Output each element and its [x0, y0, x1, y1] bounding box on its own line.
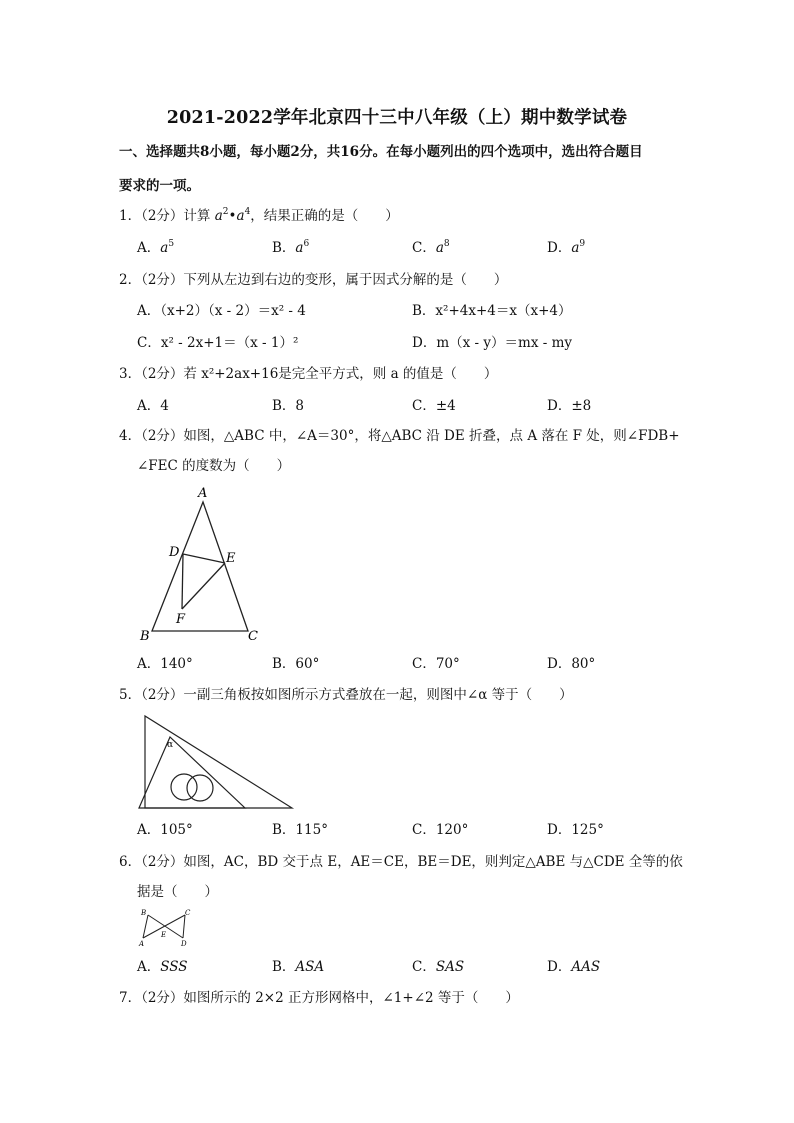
label-c: C	[248, 629, 258, 644]
question-5-option-a[interactable]: A．105°	[137, 822, 193, 838]
question-6-stem-line-2: 据是（ ）	[137, 884, 218, 900]
question-2-option-c[interactable]: C．x² - 2x+1＝（x - 1）²	[137, 335, 299, 351]
question-1-option-a[interactable]: A．$a^5$	[137, 239, 175, 256]
question-5-set-squares-figure	[135, 710, 300, 815]
question-7-stem: 7．（2分）如图所示的 2×2 正方形网格中，∠1+∠2 等于（ ）	[119, 990, 519, 1006]
label-d: D	[181, 940, 187, 948]
question-1-option-c[interactable]: C．$a^8$	[412, 239, 450, 256]
question-2-stem: 2．（2分）下列从左边到右边的变形，属于因式分解的是（ ）	[119, 272, 508, 288]
question-1-option-b[interactable]: B．$a^6$	[272, 239, 310, 256]
question-6-option-d[interactable]: D．AAS	[547, 959, 601, 975]
label-a: A	[139, 940, 145, 948]
label-b: B	[141, 909, 147, 917]
question-1-option-d[interactable]: D．$a^9$	[547, 239, 586, 256]
label-a: A	[198, 486, 208, 501]
large-set-square	[145, 716, 292, 808]
question-3-stem: 3．（2分）若 x²+2ax+16是完全平方式，则 a 的值是（ ）	[119, 366, 498, 382]
question-4-stem-line-2: ∠FEC 的度数为（ ）	[137, 458, 291, 474]
question-4-option-c[interactable]: C．70°	[412, 656, 460, 672]
page-title: 2021-2022学年北京四十三中八年级（上）期中数学试卷	[166, 108, 628, 128]
question-5-stem: 5．（2分）一副三角板按如图所示方式叠放在一起，则图中∠α 等于（ ）	[119, 687, 573, 703]
question-3-option-c[interactable]: C．±4	[412, 398, 456, 414]
segment-df	[182, 554, 183, 609]
question-4-option-b[interactable]: B．60°	[272, 656, 320, 672]
question-1-stem: 1．（2分）计算 $a^2•a^4$，结果正确的是（ ）	[119, 207, 399, 224]
section-instruction-line-1: 一、选择题共8小题，每小题2分，共16分。在每小题列出的四个选项中，选出符合题目	[119, 144, 643, 160]
question-6-option-a[interactable]: A．SSS	[137, 959, 188, 975]
label-e: E	[161, 931, 167, 939]
question-5-option-c[interactable]: C．120°	[412, 822, 469, 838]
question-6-stem-line-1: 6．（2分）如图，AC，BD 交于点 E，AE＝CE，BE＝DE，则判定△ABE 与△CDE 全等的依	[119, 854, 683, 870]
label-c: C	[185, 909, 191, 917]
segment-ef	[182, 563, 225, 609]
triangle-abc	[152, 502, 248, 631]
segment-ab	[143, 915, 148, 938]
question-4-stem-line-1: 4．（2分）如图，△ABC 中，∠A＝30°，将△ABC 沿 DE 折叠，点 A 落在 F 处，则∠FDB+	[119, 428, 680, 444]
question-5-option-b[interactable]: B．115°	[272, 822, 328, 838]
question-6-option-b[interactable]: B．ASA	[272, 959, 325, 975]
label-b: B	[140, 629, 150, 644]
question-5-option-d[interactable]: D．125°	[547, 822, 604, 838]
question-2-option-d[interactable]: D．m（x - y）＝mx - my	[412, 335, 573, 351]
label-e: E	[226, 551, 236, 566]
label-f: F	[176, 612, 186, 627]
label-d: D	[169, 545, 180, 560]
question-3-option-a[interactable]: A．4	[137, 398, 169, 414]
set-square-hole-left	[171, 774, 197, 800]
fold-line-de	[183, 554, 225, 563]
segment-cd	[183, 915, 185, 938]
angle-alpha-label: α	[167, 740, 174, 750]
question-6-bowtie-figure	[135, 905, 195, 950]
question-2-option-b[interactable]: B．x²+4x+4＝x（x+4）	[412, 303, 572, 319]
question-4-option-d[interactable]: D．80°	[547, 656, 596, 672]
question-6-option-c[interactable]: C．SAS	[412, 959, 465, 975]
question-4-triangle-figure	[130, 480, 270, 645]
question-4-option-a[interactable]: A．140°	[137, 656, 193, 672]
question-2-option-a[interactable]: A．（x+2）（x - 2）＝x² - 4	[137, 303, 306, 319]
section-instruction-line-2: 要求的一项。	[119, 178, 200, 194]
question-3-option-d[interactable]: D．±8	[547, 398, 592, 414]
question-3-option-b[interactable]: B．8	[272, 398, 305, 414]
set-square-hole-right	[187, 775, 213, 801]
